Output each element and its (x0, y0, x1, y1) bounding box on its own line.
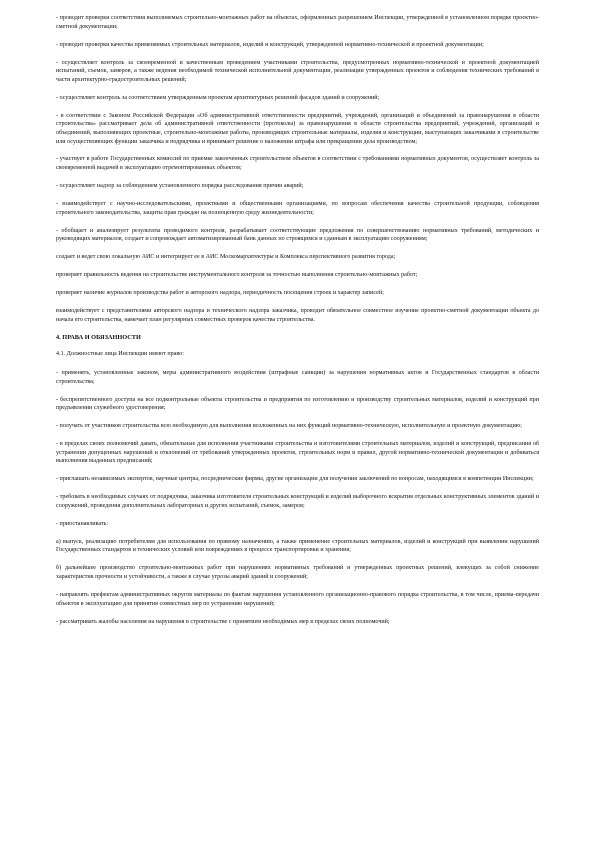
paragraph: - требовать в необходимых случаях от подрядчика, заказчика изготовителя строительных конструкций и изделий выборочного вскрытия отдельных конструктивных элементов зданий и сооружений, проведения дополнительных лабораторных и других испытаний, съемок, замеров; (56, 494, 539, 509)
paragraph: - применять, установленные законом, меры административного воздействия (штрафные санкции) за нарушения нормативных актов и Государственных стандартов в области строительства; (56, 369, 539, 385)
paragraph: проверяет правильность ведения на строительстве инструментального контроля за точностью выполнения строительно-монтажных работ; (56, 272, 418, 279)
paragraph: - рассматривать жалобы населения на нарушения в строительстве с принятием необходимых мер в пределах своих полномочий; (56, 618, 390, 625)
paragraph: - получать от участников строительства всю необходимую для выполнения возложенных на них функций нормативно-техническую, исполнительную и проектную документацию; (56, 423, 522, 430)
paragraph: - обобщает и анализирует результаты проводимого контроля, разрабатывает соответствующие предложения по совершенствованию нормативных требований, методических и руководящих материалов, создает и сопровождает автоматизированный банк данных по строящимся и сданным в эксплуатацию сооружениям; (56, 227, 539, 243)
paragraph: б) дальнейшее производство строительно-монтажных работ при нарушениях нормативных требований и утвержденных проектных решений, влекущих за собой снижение характеристик прочности и устойчивости, а также в случае угрозы аварий зданий и сооружений; (56, 565, 539, 580)
paragraph: а) выпуск, реализацию потребителям для использования по прямому назначению, а также применение строительных материалов, изделий и конструкций при выявлении нарушений Государственных стандартов и технических условий или повреждениях в процессе транспортировки и хранения; (56, 538, 539, 554)
paragraph: - осуществляет надзор за соблюдением установленного порядка расследования причин аварий; (56, 183, 304, 190)
paragraph: - в пределах своих полномочий давать, обязательные для исполнения участниками строительства и изготовителями строительных материалов, изделий и конструкций, предписания об устранении допущенных нарушений и отклонений от требований утвержденных проектов, строительных норм и правил, другой нормативно-технической документации и добиваться выполнения выданных предписаний; (56, 441, 539, 465)
paragraph: - в соответствии с Законом Российской Федерации «Об административной ответственности предприятий, учреждений, организаций и объединений за правонарушения в области строительства» рассматривает дела об административной ответственности (протоколы) за правонарушения в области строительства предприятий, учреждений, организаций и объединений, выполняющих проектные, строительно-монтажные работы, производящих строительные материалы, изделия и конструкции, выступающих заказчиками в строительстве или осуществляющих функции заказчика и подрядчика и принимает решение о наложении штрафа или прекращении дела производством; (56, 112, 539, 145)
subsection-title: 4.1. Должностные лица Инспекции имеют право: (56, 351, 184, 358)
paragraph: - взаимодействует с научно-исследовательскими, проектными и общественными организациями, по вопросам обеспечения качества строительной продукции, соблюдения строительного законодательства, защиты прав граждан на полноценную среду жизнедеятельности; (56, 201, 539, 216)
paragraph: - приостанавливать: (56, 520, 109, 527)
document-page (56, 14, 539, 636)
paragraph: - участвует в работе Государственных комиссий по приемке законченных строительством объектов в соответствии с требованиями нормативных документов, осуществляет контроль за своевременной выдачей в эксплуатацию отремонтированных объектов; (56, 156, 539, 172)
paragraph: взаимодействует с представителями авторского надзора и технического надзора заказчика, проводит обязательное совместное изучение проектно-сметной документации объекта до начала его строительства, намечает план регулярных совместных проверок качества строительства. (56, 308, 539, 323)
responsibilities-list (56, 14, 539, 324)
paragraph: проверяет наличие журналов производства работ и авторского надзора, периодичность посещения строек и характер записей; (56, 290, 384, 297)
paragraph: - осуществляет контроль за соответствием утвержденным проектам архитектурных решений фасадов зданий и сооружений; (56, 94, 380, 101)
rights-list (56, 369, 539, 626)
paragraph: - проводит проверки соответствия выполняемых строительно-монтажных работ на объектах, оформленных разрешением Инспекции, утвержденной в установленном порядке проектно-сметной документации; (56, 15, 539, 30)
paragraph: создает и ведет свою локальную АИС и интегрирует ее в АИС Москомархитектуры и Комплекса перспективного развития города; (56, 254, 396, 261)
paragraph: - приглашать независимых экспертов, научные центры, посреднические фирмы, другие организации для получения заключений по вопросам, находящимся в компетенции Инспекции; (56, 476, 534, 483)
paragraph: - беспрепятственного доступа на все подконтрольные объекты строительства и предприятия по изготовлению и производству строительных материалов, изделий и конструкций при предъявлении служебного удостоверения; (56, 396, 539, 412)
paragraph: - осуществляет контроль за своевременной и качественным проведением участниками строительства, предусмотренных нормативно-технической и проектной документацией испытаний, съемок, замеров, а также ведения необходимой технической исполнительной документации, реализации утвержденных проектов и соблюдения технических требований в части архитектурно-градостроительных решений; (56, 59, 539, 83)
paragraph: - направлять префектам административных округов материалы по фактам нарушения установленного организационно-правового порядка строительства, в том числе, приема-передачи объектов в эксплуатацию для принятия совместных мер по устранению нарушений; (56, 591, 539, 607)
section-heading: 4. ПРАВА И ОБЯЗАННОСТИ (56, 333, 141, 341)
paragraph: - проводит проверки качества применяемых строительных материалов, изделий и конструкций, утвержденной нормативно-технической и проектной документации; (56, 41, 484, 48)
